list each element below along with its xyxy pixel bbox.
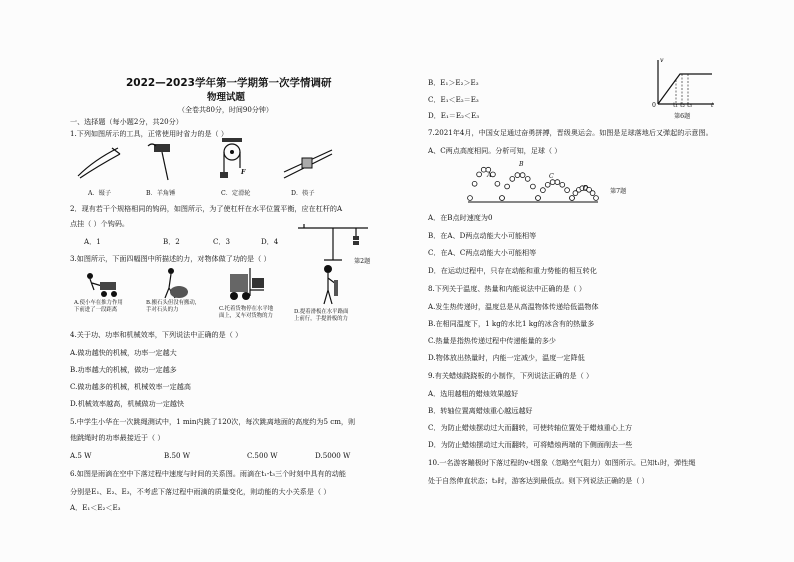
- question-2-line1: 2．现有若干个规格相同的钩码，如图所示，为了使杠杆在水平位置平衡，应在杠杆的A: [70, 204, 343, 213]
- point-c-label: C: [549, 173, 554, 180]
- ball-position: [545, 182, 550, 187]
- question-7-line1: 7.2021年4月，中国女足通过奋勇拼搏，晋级奥运会。如图是足球落地后又弹起的示意图。: [428, 128, 713, 137]
- forklift-icon: [226, 266, 266, 302]
- q2-option-d: D．4: [261, 237, 279, 246]
- ball-position: [520, 173, 525, 178]
- ball-position: [590, 191, 595, 196]
- ball-position: [525, 177, 530, 182]
- q7-option-d: D．在运动过程中，只存在动能和重力势能的相互转化: [428, 266, 597, 275]
- carrying-skateboard-icon: [314, 264, 344, 306]
- q9-option-a: A．选用越粗的蜡烛效果越好: [428, 389, 519, 398]
- ball-position: [505, 184, 510, 189]
- lifting-rock-icon: [155, 266, 189, 302]
- ball-position: [477, 172, 482, 177]
- q1-option-c: C．定滑轮: [221, 190, 251, 197]
- q3-caption-b: B.搬石头但没有搬动， 手对石头的力: [146, 300, 201, 313]
- q9-option-c: C．为防止蜡烛摆动过大而翻转，可使转轴位置处于蜡烛重心上方: [428, 423, 633, 432]
- lever-diagram: [296, 222, 372, 262]
- ball-bounce-diagram: [468, 158, 598, 206]
- graph-t3-label: t₃: [687, 102, 692, 109]
- ball-position: [560, 182, 565, 187]
- question-7-line2: A、C两点高度相同。分析可知，足球（ ）: [428, 146, 562, 155]
- q2-option-a: A．1: [84, 237, 101, 246]
- point-a-label: A: [487, 172, 492, 179]
- ball-position: [541, 188, 546, 193]
- ball-position: [536, 196, 541, 201]
- q7-figure-label: 第7题: [610, 188, 627, 195]
- q2-figure-label: 第2题: [354, 258, 371, 265]
- q4-option-d: D.机械效率越高，机械做功一定越快: [70, 399, 185, 408]
- q6-figure-label: 第6题: [674, 113, 691, 120]
- q3-caption-a: A.使小车在推力作用 下前进了一段距离: [74, 300, 123, 313]
- point-d-label: D: [583, 185, 588, 192]
- q6-option-b: B．E₁＞E₂＞E₃: [428, 78, 479, 87]
- q8-option-a: A.发生热传递时，温度总是从高温物体传递给低温物体: [428, 302, 599, 311]
- q1-option-a: A．镊子: [88, 190, 112, 197]
- score-info: （全卷共80分，时间90分钟）: [178, 106, 273, 114]
- question-2-line2: 点挂（ ）个钩码。: [70, 219, 130, 228]
- claw-hammer-icon: [146, 140, 182, 182]
- ball-position: [515, 173, 520, 178]
- question-5-line1: 5.中学生小华在一次跳绳测试中，1 min内跳了120次，每次跳离地面的高度约为5 cm，则: [70, 417, 356, 426]
- q7-option-c: C．在A、C两点动能大小可能相等: [428, 248, 537, 257]
- question-5-line2: 他跳绳时的功率最接近于（ ）: [70, 433, 165, 442]
- question-4: 4.关于功、功率和机械效率，下列说法中正确的是（ ）: [70, 330, 243, 339]
- cart-push-icon: [82, 270, 118, 300]
- question-8: 8.下列关于温度、热量和内能说法中正确的是（ ）: [428, 284, 586, 293]
- tweezers-icon: [74, 142, 122, 180]
- q8-option-b: B.在相同温度下，1 kg的水比1 kg的冰含有的热量多: [428, 319, 595, 328]
- q6-option-d: D．E₁＝E₂＜E₃: [428, 111, 480, 120]
- q6-option-c: C．E₁＜E₂＝E₃: [428, 95, 479, 104]
- graph-t-label: t: [711, 102, 714, 109]
- q9-option-d: D．为防止蜡烛摆动过大而翻转，可将蜡烛两端的下侧面削去一些: [428, 440, 633, 449]
- velocity-time-graph: [654, 58, 718, 108]
- chopsticks-icon: [282, 146, 334, 180]
- q5-option-b: B.50 W: [164, 451, 191, 460]
- question-3: 3.如图所示，下面四幅图中所描述的力，对物体做了功的是（ ）: [70, 254, 271, 263]
- ball-position: [472, 181, 477, 186]
- ball-position: [570, 196, 575, 201]
- graph-t2-label: t₂: [680, 102, 685, 109]
- exam-title: 2022—2023学年第一学期第一次学情调研: [126, 77, 332, 89]
- question-9: 9.有关蜡烛跷跷板的小制作，下列说法正确的是（ ）: [428, 371, 594, 380]
- q5-option-a: A.5 W: [70, 451, 92, 460]
- ball-position: [500, 196, 505, 201]
- ball-position: [594, 196, 599, 201]
- force-label: F: [241, 169, 246, 176]
- q3-caption-d: D.提着滑板在水平路面 上前行，手提滑板的力: [294, 309, 349, 322]
- q1-option-d: D．筷子: [291, 190, 315, 197]
- q4-option-c: C.做功越多的机械，机械效率一定越高: [70, 382, 191, 391]
- q4-option-b: B.功率越大的机械，做功一定越多: [70, 365, 177, 374]
- q9-option-b: B．转轴位置离蜡烛重心越远越好: [428, 406, 533, 415]
- q5-option-c: C.500 W: [247, 451, 278, 460]
- question-1: 1.下列如图所示的工具，正常使用时省力的是（ ）: [70, 129, 228, 138]
- q7-option-b: B．在A、D两点动能大小可能相等: [428, 231, 537, 240]
- q4-option-a: A.做功越快的机械，功率一定越大: [70, 348, 177, 357]
- q5-option-d: D.5000 W: [315, 451, 351, 460]
- q1-option-b: B．羊角锤: [146, 190, 176, 197]
- q8-option-d: D.物体放出热量时，内能一定减少，温度一定降低: [428, 353, 585, 362]
- q6-option-a: A．E₁＜E₂＜E₃: [70, 503, 121, 512]
- ball-position: [495, 181, 500, 186]
- ball-position: [565, 188, 570, 193]
- question-6-line2: 分别是E₁、E₂、E₃，不考虑下落过程中雨滴的质量变化，则动能的大小关系是（ ）: [70, 487, 331, 496]
- section-heading: 一、选择题（每小题2分，共20分）: [70, 117, 183, 126]
- q8-option-c: C.热量是指热传递过程中传递能量的多少: [428, 336, 557, 345]
- ball-position: [468, 196, 473, 201]
- question-6-line1: 6.如图是雨滴在空中下落过程中速度与时间的关系图。雨滴在t₁-t₃三个时刻中具有的动能: [70, 469, 346, 478]
- graph-t1-label: t₁: [673, 102, 678, 109]
- point-b-label: B: [519, 161, 524, 168]
- ball-position: [531, 184, 536, 189]
- q3-caption-c: C.托着货物停在水平地 面上，叉车对货物的力: [219, 306, 274, 319]
- question-10-line1: 10.一名游客蹦极时下落过程的v-t图象（忽略空气阻力）如图所示。已知t₁时，弹性绳: [428, 458, 696, 467]
- ball-position: [510, 177, 515, 182]
- graph-origin-label: 0: [652, 102, 656, 109]
- question-10-line2: 处于自然伸直状态；t₃时，游客达到最低点。则下列说法正确的是（ ）: [428, 476, 649, 485]
- ball-position: [555, 180, 560, 185]
- q7-option-a: A．在B点时速度为0: [428, 213, 493, 222]
- q2-option-c: C．3: [213, 237, 231, 246]
- ball-position: [481, 167, 486, 172]
- q2-option-b: B．2: [163, 237, 180, 246]
- graph-v-label: v: [660, 57, 664, 64]
- exam-subtitle: 物理试题: [207, 92, 246, 103]
